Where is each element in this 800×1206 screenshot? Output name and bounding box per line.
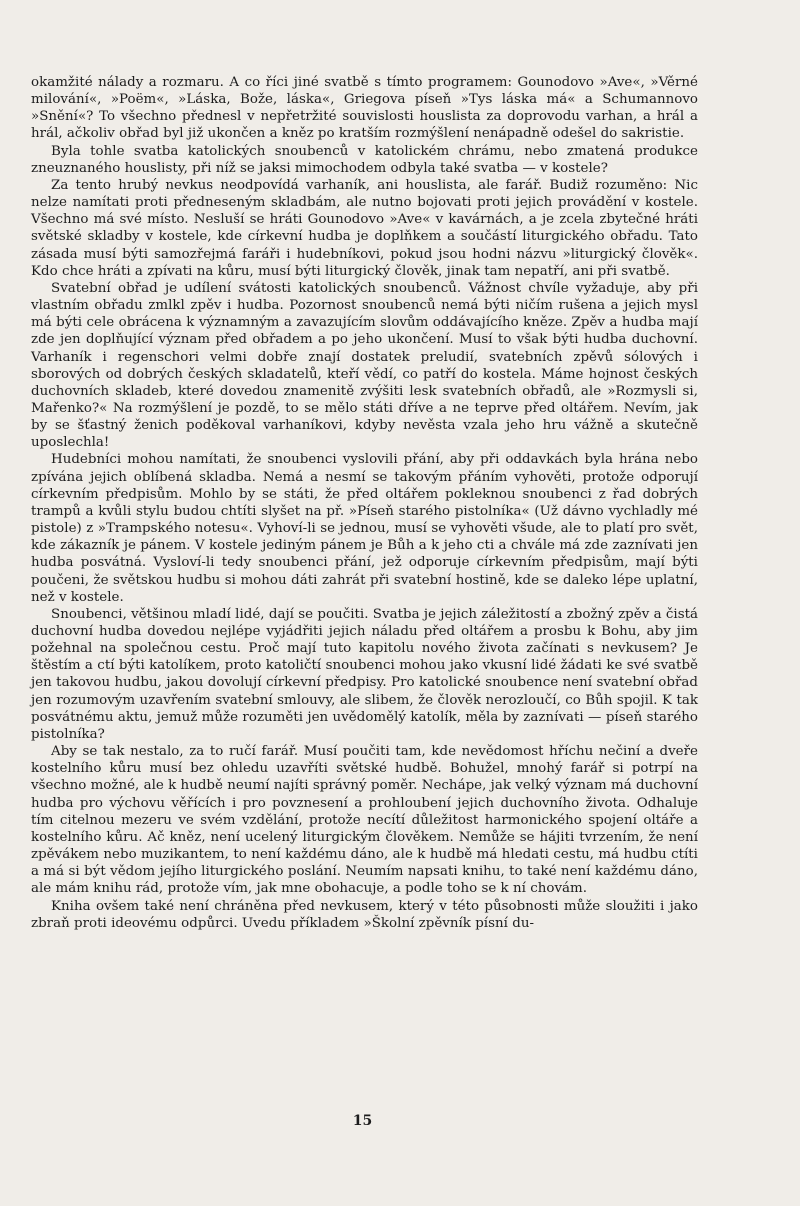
paragraph: Kniha ovšem také není chráněna před nevkusem, který v této působnosti může sloužiti i jako zbraň proti ideovému odpůrci. Uvedu příkladem »Školní zpěvník písní du- — [31, 898, 698, 931]
paragraph: Snoubenci, většinou mladí lidé, dají se poučiti. Svatba je jejich záležitostí a zbožný zpěv a čistá duchovní hudba dovedou nejlépe vyjádřiti jejich náladu před oltářem a prosbu k Bohu, aby jim požehnal na společnou cestu. Proč mají tuto kapitolu nového života začínati s nevkusem? Je štěstím a ctí býti katolíkem, proto katoličtí snoubenci mohou jako vkusní lidé žádati ke své svatbě jen takovou hudbu, jakou dovolují církevní předpisy. Pro katolické snoubence není svatební obřad jen rozumovým uzavřením svatební smlouvy, ale slibem, že člověk nerozloučí, co Bůh spojil. K tak posvátnému aktu, jemuž může rozuměti jen uvědomělý katolík, měla by zaznívati — píseň starého pistolníka? — [31, 606, 698, 742]
body-text — [31, 74, 698, 932]
paragraph: Aby se tak nestalo, za to ručí farář. Musí poučiti tam, kde nevědomost hříchu nečiní a dveře kostelního kůru musí bez ohledu uzavříti světské hudbě. Bohužel, mnohý farář si potrpí na všechno možné, ale k hudbě neumí najíti správný poměr. Nechápe, jak velký význam má duchovní hudba pro výchovu věřících i pro povznesení a prohloubení jejich duchovního života. Odhaluje tím citelnou mezeru ve svém vzdělání, protože necítí důležitost harmonického spojení oltáře a kostelního kůru. Ač kněz, není ucelený liturgickým člověkem. Nemůže se hájiti tvrzením, že není zpěvákem nebo muzikantem, to není každému dáno, ale k hudbě má hledati cestu, má hudbu ctíti a má si být vědom jejího liturgického poslání. Neumím napsati knihu, to také není každému dáno, ale mám knihu rád, protože vím, jak mne obohacuje, a podle toho se k ní chovám. — [31, 744, 698, 897]
page-number: 15 — [352, 1113, 373, 1129]
paragraph: Byla tohle svatba katolických snoubenců v katolickém chrámu, nebo zmatená produkce zneuznaného houslisty, při níž se jaksi mimochodem odbyla také svatba — v kostele? — [31, 143, 698, 176]
paragraph: Hudebníci mohou namítati, že snoubenci vyslovili přání, aby při oddavkách byla hrána nebo zpívána jejich oblíbená skladba. Nemá a nesmí se takovým přáním vyhověti, protože odporují církevním předpisům. Mohlo by se státi, že před oltářem pokleknou snoubenci z řad dobrých trampů a kvůli stylu budou chtíti slyšet na př. »Píseň starého pistolníka« (Už dávno vychladly mé pistole) z »Trampského notesu«. Vyhoví-li se jednou, musí se vyhověti všude, ale to platí pro svět, kde zákazník je pánem. V kostele jediným pánem je Bůh a k jeho cti a chvále má zde zaznívati jen hudba posvátná. Vysloví-li tedy snoubenci přání, jež odporuje církevním předpisům, mají býti poučeni, že světskou hudbu si mohou dáti zahrát při svatební hostině, kde se daleko lépe uplatní, než v kostele. — [31, 452, 698, 605]
paragraph: Za tento hrubý nevkus neodpovídá varhaník, ani houslista, ale farář. Budiž rozuměno: Nic nelze namítati proti předneseným skladbám, ale nutno bojovati proti jejich provádění v kostele. Všechno má své místo. Nesluší se hráti Gounodovo »Ave« v kavárnách, a je zcela zbytečné hráti světské skladby v kostele, kde církevní hudba je doplňkem a součástí liturgického obřadu. Tato zásada musí býti samozřejmá faráři i hudebníkovi, pokud jsou hodni názvu »liturgický člověk«. Kdo chce hráti a zpívati na kůru, musí býti liturgický člověk, jinak tam nepatří, ani při svatbě. — [31, 177, 698, 279]
paragraph: okamžité nálady a rozmaru. A co říci jiné svatbě s tímto programem: Gounodovo »Ave«, »Věrné milování«, »Poëm«, »Láska, Bože, láska«, Griegova píseň »Tys láska má« a Schumannovo »Snění«? To všechno přednesl v nepřetržité souvislosti houslista za doprovodu varhan, a hrál a hrál, ačkoliv obřad byl již ukončen a kněz po kratším rozmýšlení nenápadně odešel do sakristie. — [31, 75, 698, 142]
paragraph: Svatební obřad je udílení svátosti katolických snoubenců. Vážnost chvíle vyžaduje, aby při vlastním obřadu zmlkl zpěv i hudba. Pozornost snoubenců nemá býti ničím rušena a jejich mysl má býti cele obrácena k významným a zavazujícím slovům oddávajícího kněze. Zpěv a hudba mají zde jen doplňující význam před obřadem a po jeho ukončení. Musí to však býti hudba duchovní. Varhaník i regenschori velmi dobře znají dostatek preludií, svatebních zpěvů sólových i sborových od dobrých českých skladatelů, kteří vědí, co patří do kostela. Máme hojnost českých duchovních skladeb, které dovedou znamenitě zvýšiti lesk svatebních obřadů, ale »Rozmysli si, Mařenko?« Na rozmýšlení je pozdě, to se mělo státi dříve a ne teprve před oltářem. Nevím, jak by se šťastný ženich poděkoval varhaníkovi, kdyby nevěsta vzala jeho hru vážně a skutečně uposlechla! — [31, 280, 698, 451]
